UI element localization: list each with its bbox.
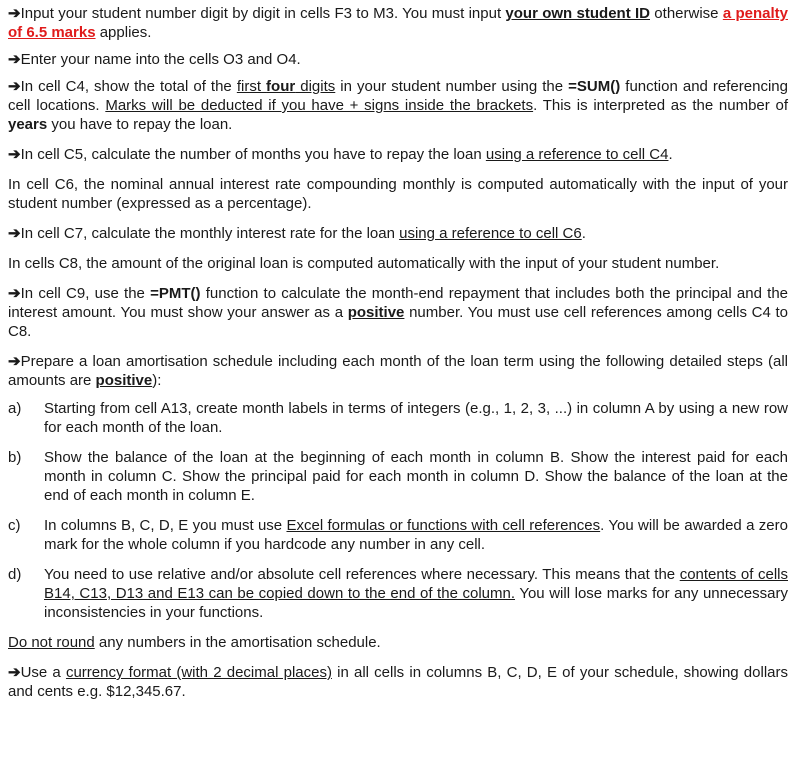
instruction-c8: In cells C8, the amount of the original loan is computed automatically with the input of your student number. [8, 255, 720, 272]
instruction-c4: ➔In cell C4, show the total of the first four digits in your student number using the =SUM() function and referencing cell locations. Marks will be deducted if you have + signs inside the brackets. This is interpreted as the number of years you have to repay the loan. [8, 78, 789, 133]
arrow-icon: ➔ [8, 225, 21, 242]
instruction-name: ➔Enter your name into the cells O3 and O4. [8, 51, 301, 68]
list-item-d: d) You need to use relative and/or absolute cell references where necessary. This means that the contents of cells B14, C13, D13 and E13 can be copied down to the end of the column. You will lose marks for any unnecessary inconsistencies in your functions. [8, 566, 788, 621]
arrow-icon: ➔ [8, 146, 21, 163]
instruction-c6: In cell C6, the nominal annual interest rate compounding monthly is computed automatically with the input of your student number (expressed as a percentage). [8, 176, 788, 212]
instruction-no-round: Do not round any numbers in the amortisation schedule. [8, 634, 381, 651]
arrow-icon: ➔ [8, 353, 21, 370]
list-item-b: b) Show the balance of the loan at the beginning of each month in column B. Show the interest paid for each month in column C. Show the principal paid for each month in column D. Show the balance of the loan at the end of each month in column E. [8, 449, 788, 504]
instruction-schedule: ➔Prepare a loan amortisation schedule including each month of the loan term using the following detailed steps (all amounts are positive): [8, 353, 788, 389]
list-item-a: a) Starting from cell A13, create month labels in terms of integers (e.g., 1, 2, 3, ...) in column A by using a new row for each month of the loan. [8, 400, 788, 436]
instruction-student-number: ➔Input your student number digit by digit in cells F3 to M3. You must input your own student ID otherwise a penalty of 6.5 marks applies. [8, 5, 788, 41]
instruction-c9: ➔In cell C9, use the =PMT() function to calculate the month-end repayment that includes both the principal and the interest amount. You must show your answer as a positive number. You must use cell references among cells C4 to C8. [8, 285, 788, 340]
instruction-currency: ➔Use a currency format (with 2 decimal places) in all cells in columns B, C, D, E of your schedule, showing dollars and cents e.g. $12,345.67. [8, 664, 788, 700]
arrow-icon: ➔ [8, 5, 21, 22]
list-item-c: c) In columns B, C, D, E you must use Excel formulas or functions with cell references. You will be awarded a zero mark for the whole column if you hardcode any number in any cell. [8, 517, 788, 553]
arrow-icon: ➔ [8, 664, 21, 681]
arrow-icon: ➔ [8, 78, 21, 95]
arrow-icon: ➔ [8, 285, 21, 302]
penalty-text: a penalty of 6.5 marks [8, 5, 788, 41]
instruction-c7: ➔In cell C7, calculate the monthly interest rate for the loan using a reference to cell C6. [8, 225, 586, 242]
instruction-c5: ➔In cell C5, calculate the number of months you have to repay the loan using a reference to cell C4. [8, 146, 673, 163]
arrow-icon: ➔ [8, 51, 21, 68]
